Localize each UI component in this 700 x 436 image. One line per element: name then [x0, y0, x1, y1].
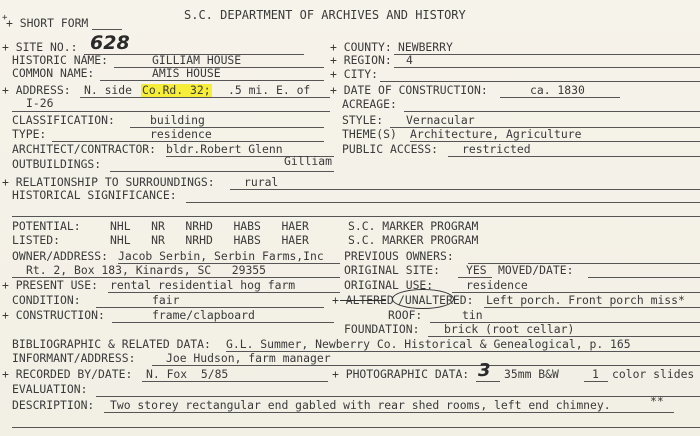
foundation-label: FOUNDATION: [344, 322, 420, 336]
original-site-value: YES [466, 263, 487, 277]
bibliographic-value: G.L. Summer, Newberry Co. Historical & Genealogical, p. 165 [226, 337, 631, 351]
region-line [394, 67, 700, 68]
photographic-count-line [476, 381, 500, 382]
condition-value: fair [152, 293, 180, 307]
acreage-label: ACREAGE: [342, 97, 397, 111]
architect-value2: Gilliam [284, 154, 333, 168]
short-form-line [92, 29, 122, 30]
bibliographic-label: BIBLIOGRAPHIC & RELATED DATA: [12, 337, 211, 351]
outbuildings-line [110, 171, 334, 172]
recorded-label: + RECORDED BY/DATE: [2, 367, 133, 381]
site-no-label: + SITE NO.: [2, 40, 78, 54]
region-value: 4 [406, 53, 413, 67]
outbuildings-label: OUTBUILDINGS: [12, 157, 102, 171]
slides-count: 1 [592, 367, 599, 381]
original-site-label: ORIGINAL SITE: [344, 263, 441, 277]
themes-line [410, 141, 700, 142]
county-value: NEWBERRY [398, 40, 453, 54]
informant-label: INFORMANT/ADDRESS: [12, 351, 136, 365]
description-value: Two storey rectangular end gabled with rear shed rooms, left end chimney. [110, 398, 611, 412]
construction-label: + CONSTRUCTION: [2, 308, 105, 322]
style-value: Vernacular [406, 113, 475, 127]
address-line [80, 97, 330, 98]
present-use-value: rental residential hog farm [110, 278, 296, 292]
address-label: + ADDRESS: [2, 83, 71, 97]
moved-date-label: MOVED/DATE: [498, 263, 574, 277]
description-extra-line [12, 427, 700, 428]
altered-value: Left porch. Front porch miss* [486, 293, 685, 307]
address-prefix: N. side [84, 83, 133, 97]
site-no-value: 628 [90, 32, 130, 54]
present-use-line [108, 292, 340, 293]
county-line [394, 54, 700, 55]
description-label: DESCRIPTION: [12, 398, 95, 412]
common-name-value: AMIS HOUSE [152, 66, 221, 80]
address-highlight: Co.Rd. 32; [142, 83, 211, 97]
architect-label: ARCHITECT/CONTRACTOR: [12, 142, 157, 156]
relationship-line [230, 189, 700, 190]
slides-label: color slides [612, 367, 695, 381]
description-line [104, 412, 674, 413]
city-label: + CITY: [330, 67, 379, 81]
county-label: + COUNTY: [330, 40, 392, 54]
classification-label: CLASSIFICATION: [12, 113, 115, 127]
historical-significance-line [186, 202, 700, 203]
potential-options: NHL NR NRHD HABS HAER [110, 219, 309, 233]
owner-value: Jacob Serbin, Serbin Farms,Inc [118, 249, 324, 263]
altered-label-rest: /UNALTERED: [398, 293, 474, 307]
plus-mark: + [2, 13, 8, 23]
listed-marker: S.C. MARKER PROGRAM [348, 233, 479, 247]
common-name-line [100, 80, 324, 81]
address-suffix: .5 mi. E. of [228, 83, 311, 97]
photographic-count: 3 [478, 360, 491, 381]
style-label: STYLE: [342, 113, 384, 127]
original-use-label: ORIGINAL USE: [344, 278, 434, 292]
public-access-line [448, 156, 700, 157]
type-label: TYPE: [12, 127, 47, 141]
description-note: ** [650, 394, 664, 408]
altered-label-struck: + ALTERED [332, 293, 394, 307]
public-access-value: restricted [462, 142, 531, 156]
acreage-line [404, 111, 700, 112]
foundation-value: brick (root cellar) [444, 322, 575, 336]
evaluation-label: EVALUATION: [12, 382, 88, 396]
date-construction-line [500, 97, 620, 98]
listed-label: LISTED: [12, 233, 61, 247]
type-value: residence [150, 127, 212, 141]
condition-label: CONDITION: [12, 293, 81, 307]
form-header: S.C. DEPARTMENT OF ARCHIVES AND HISTORY [184, 8, 466, 22]
potential-marker: S.C. MARKER PROGRAM [348, 219, 479, 233]
common-name-label: COMMON NAME: [12, 66, 95, 80]
roof-value: tin [462, 308, 483, 322]
address-line2-rule [12, 111, 330, 112]
photographic-label: + PHOTOGRAPHIC DATA: [332, 367, 470, 381]
address-line2: I-26 [26, 96, 54, 110]
public-access-label: PUBLIC ACCESS: [342, 142, 439, 156]
slides-count-line [584, 381, 608, 382]
date-construction-label: + DATE OF CONSTRUCTION: [330, 83, 488, 97]
recorded-line [142, 381, 328, 382]
informant-value: Joe Hudson, farm manager [166, 351, 331, 365]
historic-name-label: HISTORIC NAME: [12, 53, 109, 67]
owner-line2: Rt. 2, Box 183, Kinards, SC 29355 [26, 263, 267, 277]
roof-label: ROOF: [388, 308, 423, 322]
relationship-label: + RELATIONSHIP TO SURROUNDINGS: [2, 175, 215, 189]
themes-value: Architecture, Agriculture [410, 127, 582, 141]
region-label: + REGION: [330, 53, 392, 67]
classification-value: building [150, 113, 205, 127]
photographic-bw: 35mm B&W [504, 367, 559, 381]
relationship-value: rural [244, 175, 279, 189]
present-use-label: + PRESENT USE: [2, 278, 99, 292]
original-use-value: residence [466, 278, 528, 292]
owner-label: OWNER/ADDRESS: [12, 249, 109, 263]
previous-owners-label: PREVIOUS OWNERS: [344, 249, 454, 263]
significance-extra-line [12, 216, 700, 217]
recorded-value: N. Fox 5/85 [146, 367, 229, 381]
short-form-label: + SHORT FORM [6, 16, 89, 30]
evaluation-line [96, 396, 700, 397]
historic-name-value: GILLIAM HOUSE [152, 53, 242, 67]
date-construction-value: ca. 1830 [530, 83, 585, 97]
listed-options: NHL NR NRHD HABS HAER [110, 233, 309, 247]
altered-line [484, 307, 700, 308]
city-line [380, 81, 700, 82]
potential-label: POTENTIAL: [12, 219, 81, 233]
historical-significance-label: HISTORICAL SIGNIFICANCE: [12, 188, 177, 202]
construction-value: frame/clapboard [152, 308, 255, 322]
informant-line [152, 365, 700, 366]
themes-label: THEME(S) [342, 127, 397, 141]
architect-value: bldr.Robert Glenn [166, 142, 283, 156]
moved-date-line [588, 277, 700, 278]
construction-line [112, 322, 334, 323]
altered-strike [340, 300, 386, 301]
